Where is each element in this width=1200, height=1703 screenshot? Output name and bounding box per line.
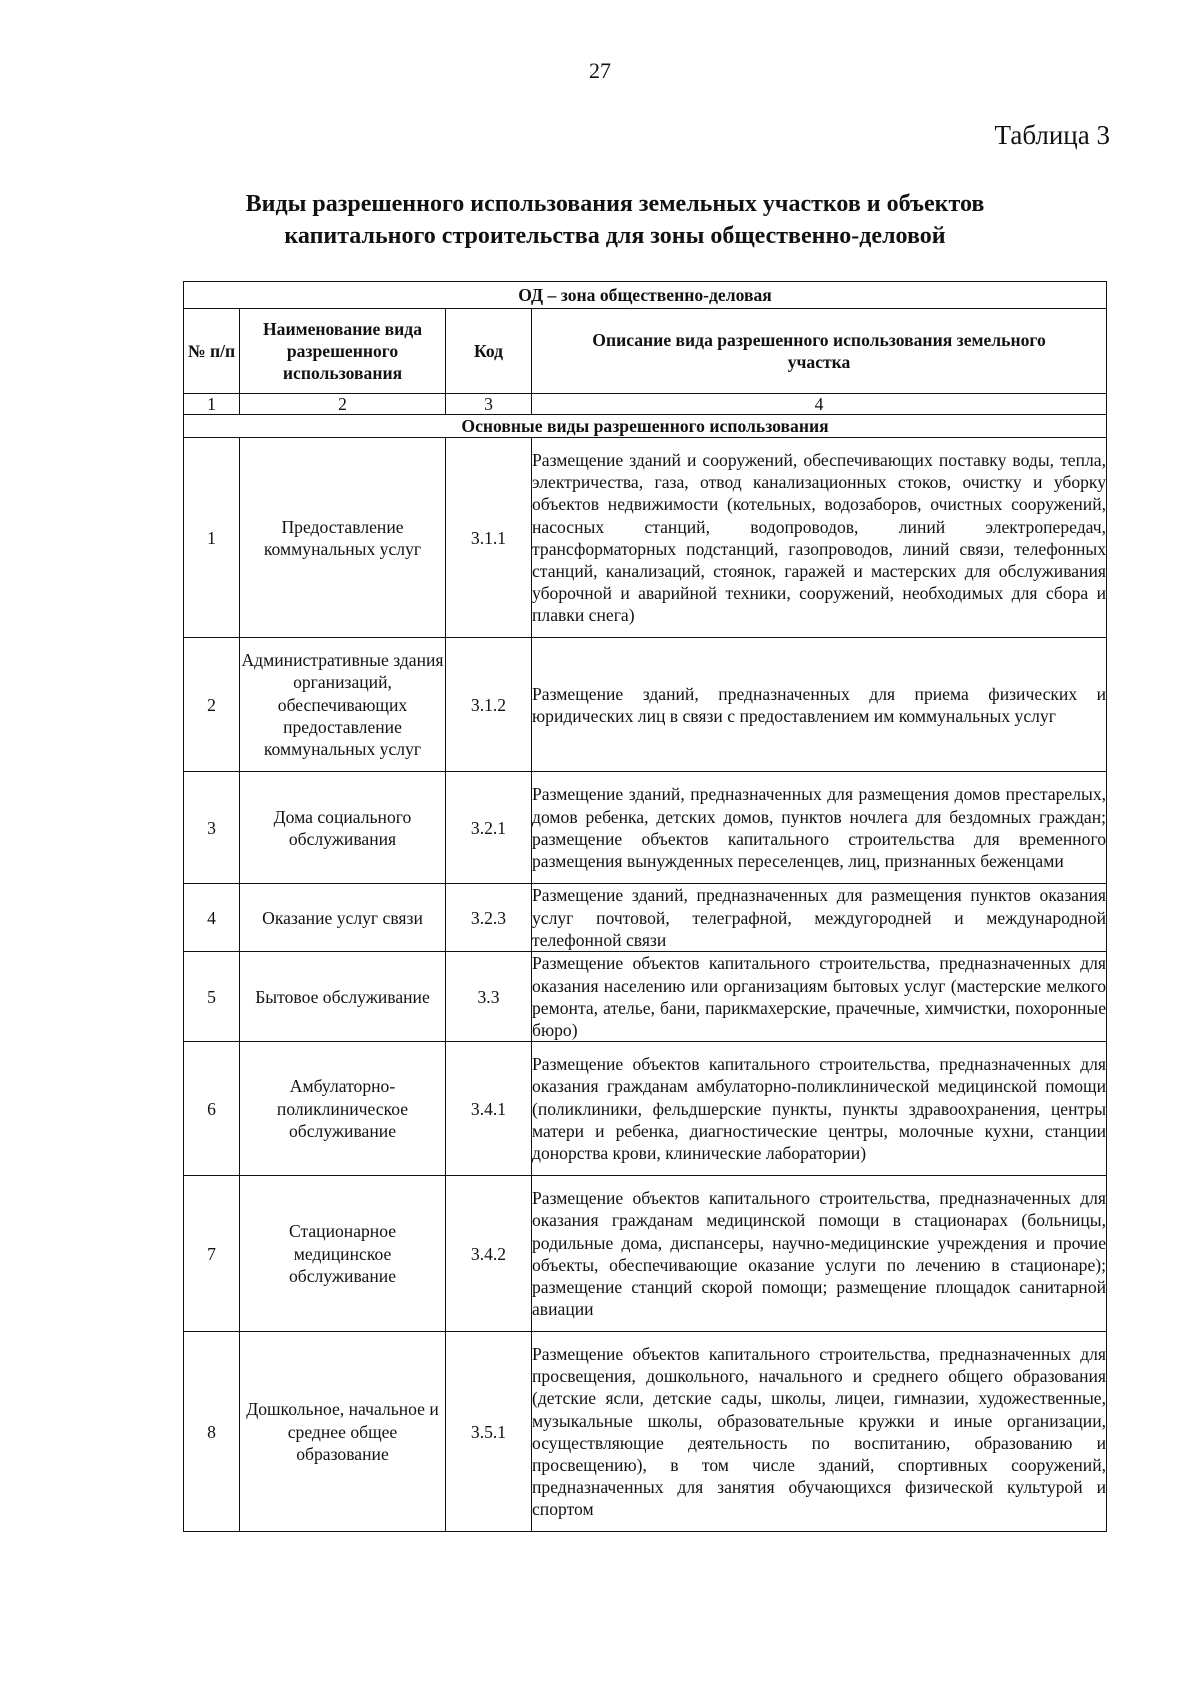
table-row <box>184 638 1107 772</box>
row-description: Размещение объектов капитального строительства, предназначенных для оказания гражданам медицинской помощи в стационарах (больницы, родильные дома, диспансеры, научно-медицинские учреждения и прочие объекты, обеспечивающие оказание услуги по лечению в стационаре); размещение станций скорой помощи; размещение площадок санитарной авиации <box>532 1176 1107 1332</box>
row-description: Размещение зданий и сооружений, обеспечивающих поставку воды, тепла, электричества, газа, отвод канализационных стоков, очистку и уборку объектов недвижимости (котельных, водозаборов, очистных сооружений, насосных станций, водопроводов, линий электропередач, трансформаторных подстанций, газопроводов, линий связи, телефонных станций, канализаций, стоянок, гаражей и мастерских для обслуживания уборочной и аварийной техники, сооружений, необходимых для сбора и плавки снега) <box>532 438 1107 638</box>
row-num: 4 <box>184 884 240 952</box>
row-code: 3.1.1 <box>446 438 532 638</box>
page-number: 27 <box>589 58 611 83</box>
row-name: Оказание услуг связи <box>240 884 446 952</box>
table-row <box>184 772 1107 884</box>
row-code: 3.5.1 <box>446 1332 532 1532</box>
row-name: Дошкольное, начальное и среднее общее образование <box>240 1332 446 1532</box>
header-row <box>184 309 1107 394</box>
header-code: Код <box>446 309 532 394</box>
row-name: Амбулаторно-поликлиническое обслуживание <box>240 1042 446 1176</box>
row-code: 3.2.1 <box>446 772 532 884</box>
row-name: Предоставление коммунальных услуг <box>240 438 446 638</box>
section-row <box>184 415 1107 438</box>
row-code: 3.3 <box>446 952 532 1042</box>
document-title <box>150 188 1080 252</box>
table-row <box>184 1042 1107 1176</box>
row-description: Размещение зданий, предназначенных для размещения пунктов оказания услуг почтовой, телеграфной, междугородней и международной телефонной связи <box>532 885 1107 950</box>
row-name: Административные здания организаций, обеспечивающих предоставление коммунальных услуг <box>240 638 446 772</box>
row-num: 8 <box>184 1332 240 1532</box>
row-description: Размещение объектов капитального строительства, предназначенных для оказания населению или организациям бытовых услуг (мастерские мелкого ремонта, ателье, бани, парикмахерские, прачечные, химчистки, похоронные бюро) <box>532 953 1107 1040</box>
table-row <box>184 1332 1107 1532</box>
table-row <box>184 1176 1107 1332</box>
row-num: 5 <box>184 952 240 1042</box>
table-row <box>184 884 1107 952</box>
row-name: Дома социального обслуживания <box>240 772 446 884</box>
row-code: 3.2.3 <box>446 884 532 952</box>
row-num: 6 <box>184 1042 240 1176</box>
table-label: Таблица 3 <box>994 120 1110 150</box>
column-number: 2 <box>240 394 446 415</box>
row-description: Размещение зданий, предназначенных для размещения домов престарелых, домов ребенка, детских домов, пунктов ночлега для бездомных граждан; размещение объектов капитального строительства для временного размещения вынужденных переселенцев, лиц, признанных беженцами <box>532 772 1107 884</box>
column-number: 1 <box>184 394 240 415</box>
table-row <box>184 438 1107 638</box>
row-code: 3.4.1 <box>446 1042 532 1176</box>
section-title: Основные виды разрешенного использования <box>184 415 1107 438</box>
row-description: Размещение объектов капитального строительства, предназначенных для просвещения, дошкольного, начального и среднего общего образования (детские ясли, детские сады, школы, лицеи, гимназии, художественные, музыкальные школы, образовательные кружки и иные организации, осуществляющие деятельность по воспитанию, образованию и просвещению), в том числе зданий, спортивных сооружений, предназначенных для занятия обучающихся физической культурой и спортом <box>532 1332 1107 1532</box>
row-description: Размещение объектов капитального строительства, предназначенных для оказания гражданам амбулаторно-поликлинической медицинской помощи (поликлиники, фельдшерские пункты, пункты здравоохранения, центры матери и ребенка, диагностические центры, молочные кухни, станции донорства крови, клинические лаборатории) <box>532 1042 1107 1176</box>
row-name: Бытовое обслуживание <box>240 952 446 1042</box>
row-num: 7 <box>184 1176 240 1332</box>
row-description: Размещение зданий, предназначенных для приема физических и юридических лиц в связи с предоставлением им коммунальных услуг <box>532 638 1107 772</box>
row-code: 3.1.2 <box>446 638 532 772</box>
zone-row <box>184 282 1107 309</box>
row-num: 2 <box>184 638 240 772</box>
column-number: 4 <box>532 394 1107 415</box>
zone-title: ОД – зона общественно-деловая <box>184 282 1107 309</box>
row-code: 3.4.2 <box>446 1176 532 1332</box>
column-numbers-row <box>184 394 1107 415</box>
title-line-1: Виды разрешенного использования земельных участков и объектов <box>245 191 985 217</box>
row-num: 1 <box>184 438 240 638</box>
title-line-2: капитального строительства для зоны общественно-деловой <box>284 223 946 249</box>
column-number: 3 <box>446 394 532 415</box>
header-description: Описание вида разрешенного использования земельного участка <box>532 309 1107 394</box>
header-name: Наименование вида разрешенного использования <box>240 309 446 394</box>
row-name: Стационарное медицинское обслуживание <box>240 1176 446 1332</box>
row-num: 3 <box>184 772 240 884</box>
header-num: № п/п <box>184 309 240 394</box>
land-use-table <box>183 281 1107 1532</box>
table-row <box>184 952 1107 1042</box>
